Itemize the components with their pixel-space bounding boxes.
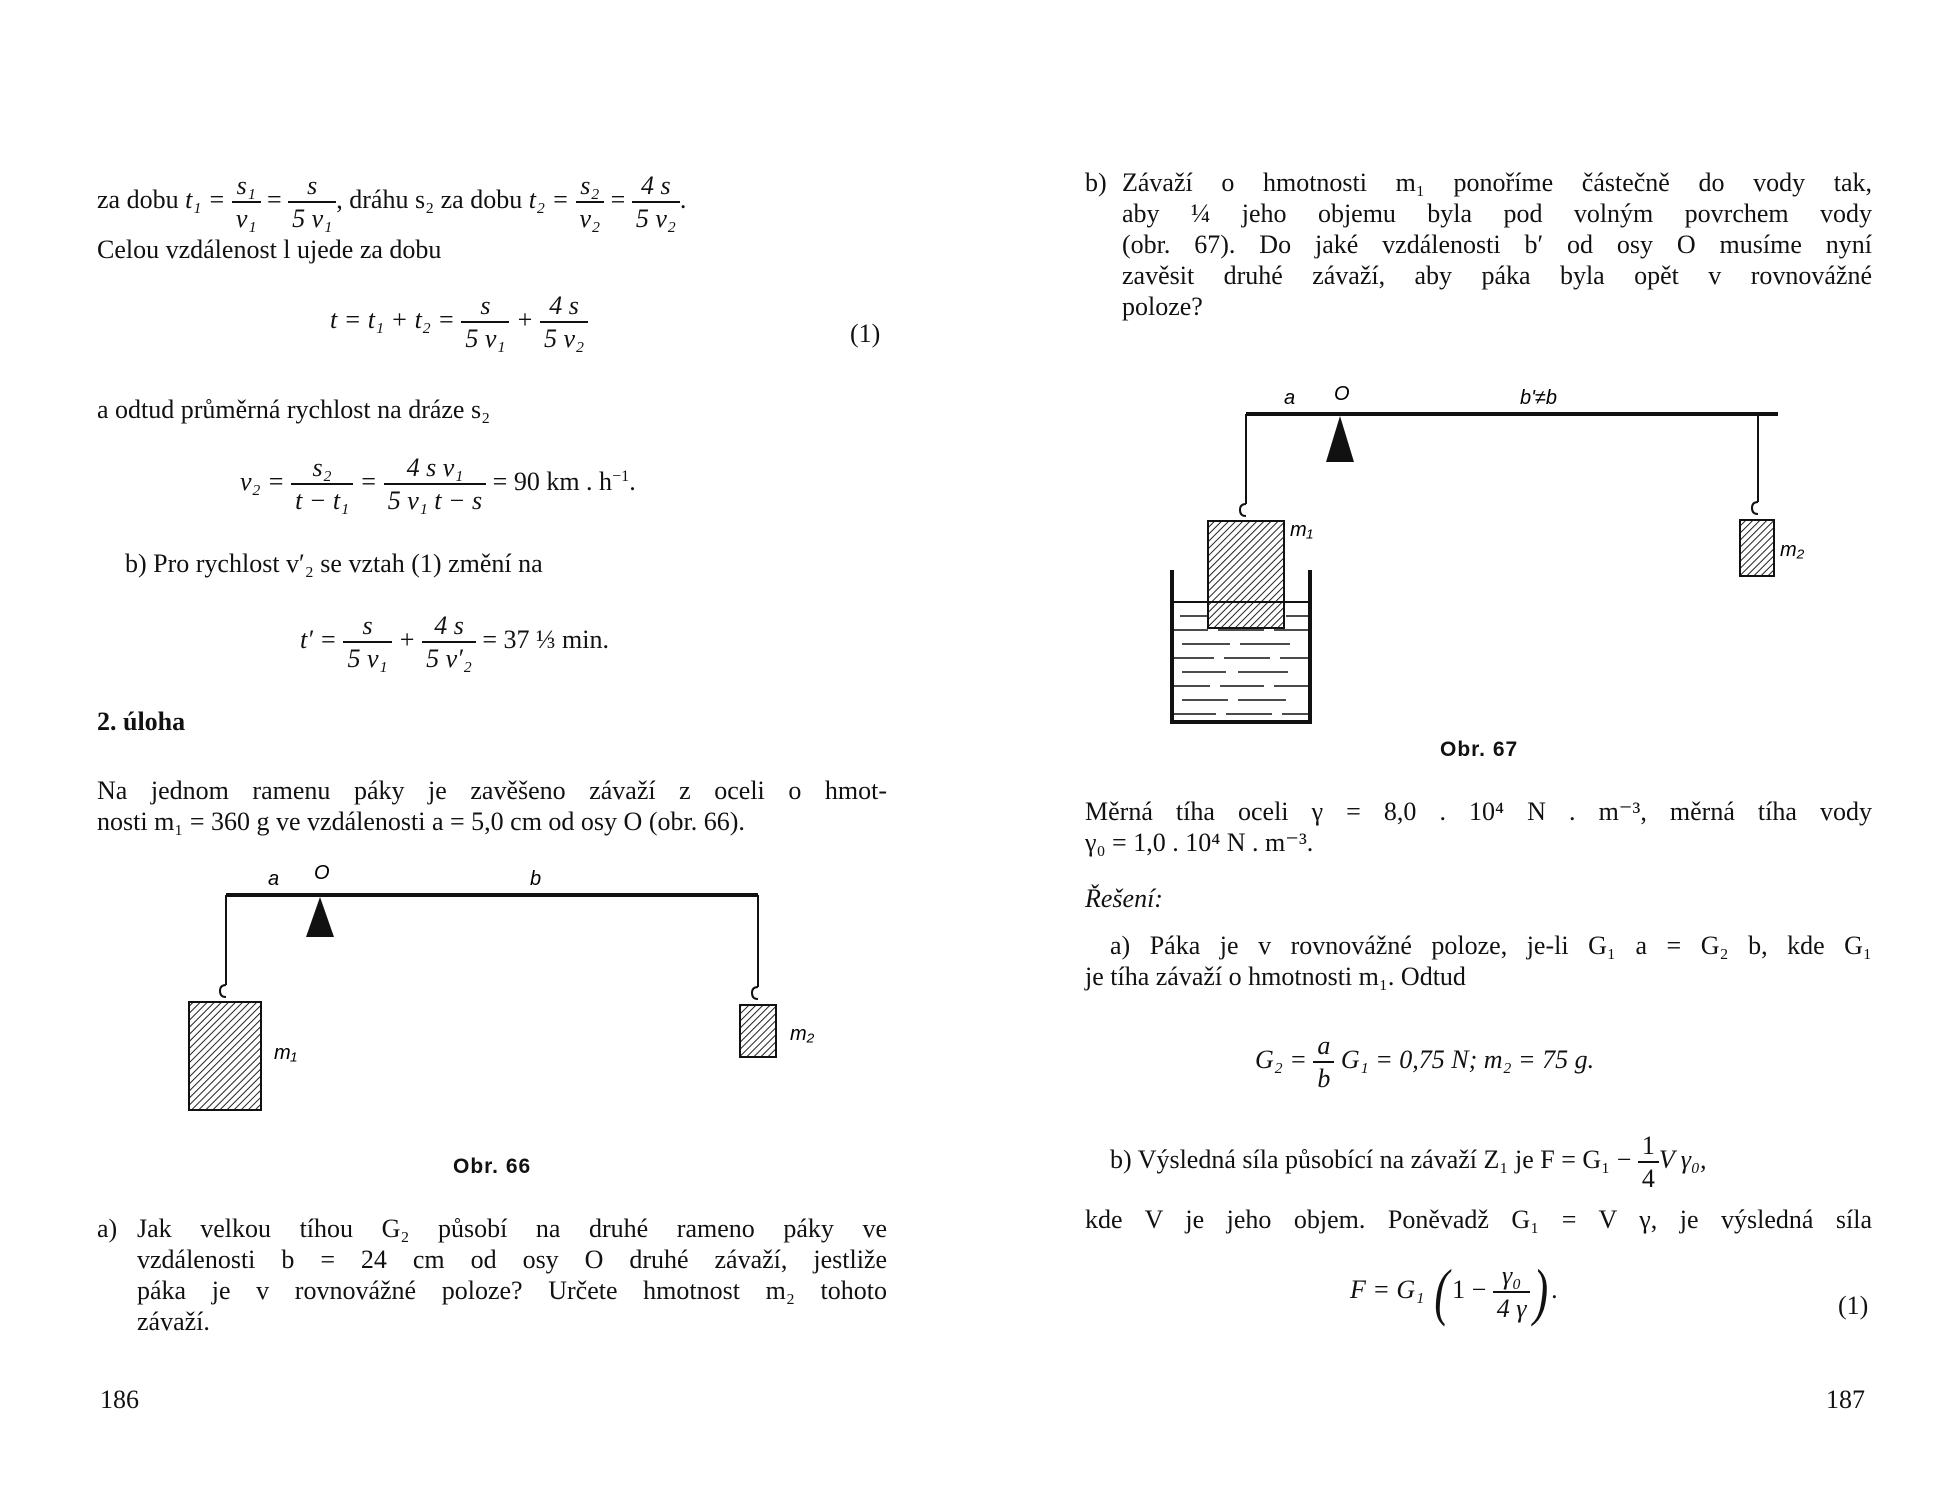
- fraction-num: a: [1313, 1030, 1334, 1063]
- question-text: závaží.: [137, 1307, 210, 1336]
- fraction-num: γ₀: [1493, 1260, 1531, 1293]
- eq-exponent: −1: [612, 468, 630, 486]
- fraction-den: t − t₁: [295, 486, 350, 515]
- text-line: Celou vzdálenost l ujede za dobu: [97, 235, 442, 264]
- fraction-den: b: [1317, 1064, 1331, 1093]
- weight-m1: [1208, 521, 1284, 628]
- label-m2: m₂: [790, 1023, 815, 1045]
- fraction-den: 4 γ: [1496, 1294, 1527, 1323]
- weight-m2: [1740, 520, 1774, 576]
- question-text: poloze?: [1122, 292, 1203, 321]
- fraction: [291, 452, 353, 516]
- label-b-prime: b'≠b: [1520, 387, 1558, 409]
- eq-total: [330, 290, 588, 354]
- fraction-den: v₂: [579, 204, 601, 233]
- question-text: aby ¼ jeho objemu byla pod volným povrchem vody: [1122, 199, 1872, 228]
- eq-f: [1350, 1256, 1559, 1327]
- text-line: b) Pro rychlost v′₂ se vztah (1) změní na: [125, 549, 543, 578]
- solution-text: je tíha závaží o hmotnosti m₁. Odtud: [1085, 962, 1466, 991]
- question-marker: b): [1085, 168, 1107, 197]
- eq-rhs: G₁ = 0,75 N; m₂ = 75 g.: [1340, 1044, 1595, 1074]
- fraction: [461, 290, 509, 354]
- eq-end: .: [629, 466, 636, 496]
- question-text: Jak velkou tíhou G₂ působí na druhé rameno páky ve: [137, 1214, 887, 1243]
- given-text: γ₀ = 1,0 . 10⁴ N . m⁻³.: [1085, 828, 1314, 857]
- eq-time-line: za dobu t₁ = $\frac{\text{s₁}}{\text{v₁}}$ = $\frac{s}{\text{5 v₁}}$ , dráhu s₂ za dobu t₂ = $\frac{\text{s₂}}{\text{v₂}}$ = $\frac{4 s}{\text{5 v₂}}$ .: [97, 171, 687, 233]
- eq-op: +: [398, 624, 416, 654]
- label-m1: m₁: [274, 1042, 297, 1064]
- fraction: [422, 610, 476, 674]
- question-text: zavěsit druhé závaží, aby páka byla opět v rovnovážné: [1122, 261, 1872, 290]
- label-m2: m₂: [1780, 539, 1805, 561]
- fulcrum-triangle: [306, 897, 334, 937]
- eq-lhs: t′ =: [300, 624, 337, 654]
- label-m1: m₁: [1290, 519, 1313, 541]
- eq-lead: za dobu: [97, 184, 179, 214]
- eq-lhs: v₂ =: [240, 466, 285, 496]
- equation-number: (1): [1838, 1291, 1869, 1320]
- fraction-den: 5 v₁: [292, 204, 333, 233]
- text-line: a odtud průměrná rychlost na dráze s₂: [97, 395, 491, 424]
- eq-t1: t₁ =: [185, 184, 226, 214]
- eq-lhs: t = t₁ + t₂ =: [330, 304, 455, 334]
- label-a: a: [268, 868, 280, 890]
- fraction-den: 5 v₂: [544, 324, 585, 353]
- label-O: O: [314, 862, 330, 884]
- solution-line: [1110, 1130, 1707, 1194]
- eq-term: 1 −: [1452, 1274, 1487, 1304]
- fraction-num: s: [461, 290, 509, 323]
- page-number: 186: [100, 1385, 139, 1414]
- eq-op: +: [515, 304, 534, 334]
- fraction: [232, 170, 261, 234]
- paren-left: (: [1433, 1256, 1449, 1327]
- fraction: [384, 452, 486, 516]
- question-text: páka je v rovnovážné poloze? Určete hmotnost m₂ tohoto: [137, 1276, 887, 1305]
- fulcrum-triangle: [1326, 416, 1354, 462]
- hook-right: [1752, 502, 1758, 514]
- label-O: O: [1334, 383, 1350, 405]
- fraction-den: 4: [1641, 1164, 1655, 1193]
- fraction-den: 5 v₁: [465, 324, 506, 353]
- question-text: vzdálenosti b = 24 cm od osy O druhé závaží, jestliže: [137, 1245, 887, 1274]
- question-marker: a): [97, 1214, 118, 1243]
- eq-mid: , dráhu s₂ za dobu: [336, 184, 523, 214]
- hook-right: [752, 987, 758, 999]
- hook-left: [220, 985, 226, 997]
- label-b: b: [530, 868, 542, 890]
- solution-text: kde V je jeho objem. Poněvadž G₁ = V γ, je výsledná síla: [1085, 1205, 1872, 1234]
- question-text: (obr. 67). Do jaké vzdálenosti b′ od osy O musíme nyní: [1122, 230, 1872, 259]
- weight-m2: [740, 1005, 776, 1057]
- solution-heading: Řešení:: [1085, 884, 1163, 913]
- given-text: Měrná tíha oceli γ = 8,0 . 10⁴ N . m⁻³, měrná tíha vody: [1085, 797, 1872, 826]
- figure-caption: Obr. 66: [453, 1155, 532, 1178]
- hook-left: [1240, 504, 1246, 516]
- task-text: Na jednom ramenu páky je zavěšeno závaží z oceli o hmot-: [97, 776, 887, 805]
- fraction-num: 4 s: [540, 290, 588, 323]
- equation-number: (1): [850, 319, 881, 348]
- section-heading: 2. úloha: [97, 707, 186, 736]
- fraction: [1493, 1260, 1531, 1324]
- eq-speed: v₂ = $\frac{\text{s₂}}{\text{t − t₁}}$ = $\frac{\text{4 s v₁}}{\text{5 v₁ t − s}}$ = 90 km . $h^{-1}$.: [240, 453, 636, 515]
- fraction-num: s₂: [576, 170, 605, 203]
- fraction-num: 1: [1638, 1130, 1659, 1163]
- figure-67-lever-water: [1160, 370, 1805, 740]
- eq-lhs: G₂ =: [1255, 1044, 1307, 1074]
- fraction: [632, 170, 680, 234]
- fraction-num: 4 s v₁: [384, 452, 486, 485]
- eq-t2: t₂ =: [528, 184, 570, 214]
- page-number: 187: [1826, 1385, 1865, 1414]
- fraction-den: 5 v₂: [635, 204, 676, 233]
- figure-66-lever: [170, 855, 830, 1125]
- fraction-den: 5 v₁: [347, 644, 388, 673]
- fraction: [288, 170, 336, 234]
- solution-text: b) Výsledná síla působící na závaží Z₁ je F = G₁ −: [1110, 1144, 1632, 1174]
- figure-caption: Obr. 67: [1440, 738, 1519, 761]
- fraction-num: s₂: [291, 452, 353, 485]
- fraction: [1638, 1130, 1659, 1194]
- eq-lhs: F = G₁: [1350, 1274, 1425, 1304]
- fraction-den: 5 v′₂: [426, 644, 472, 673]
- paren-right: ): [1533, 1256, 1549, 1327]
- fraction-den: 5 v₁ t − s: [387, 486, 483, 515]
- fraction-den: v₁: [235, 204, 257, 233]
- fraction-num: s₁: [232, 170, 261, 203]
- eq-g2: [1255, 1030, 1594, 1094]
- fraction-num: 4 s: [632, 170, 680, 203]
- question-text: Závaží o hmotnosti m₁ ponoříme částečně do vody tak,: [1122, 168, 1872, 197]
- solution-text: V γ₀,: [1658, 1144, 1707, 1174]
- eq-end: .: [1551, 1274, 1559, 1304]
- solution-text: a) Páka je v rovnovážné poloze, je-li G₁ a = G₂ b, kde G₁: [1110, 931, 1872, 960]
- fraction-num: s: [343, 610, 391, 643]
- fraction: [1313, 1030, 1334, 1094]
- fraction: [343, 610, 391, 674]
- task-text: nosti m₁ = 360 g ve vzdálenosti a = 5,0 cm od osy O (obr. 66).: [97, 807, 745, 836]
- eq-result: = 90 km . h: [492, 466, 613, 496]
- fraction: [576, 170, 605, 234]
- label-a: a: [1284, 387, 1296, 409]
- fraction-num: s: [288, 170, 336, 203]
- weight-m1: [189, 1002, 261, 1110]
- fraction-num: 4 s: [422, 610, 476, 643]
- eq-result: = 37 ⅓ min.: [482, 624, 610, 654]
- eq-b: [300, 610, 609, 674]
- fraction: [540, 290, 588, 354]
